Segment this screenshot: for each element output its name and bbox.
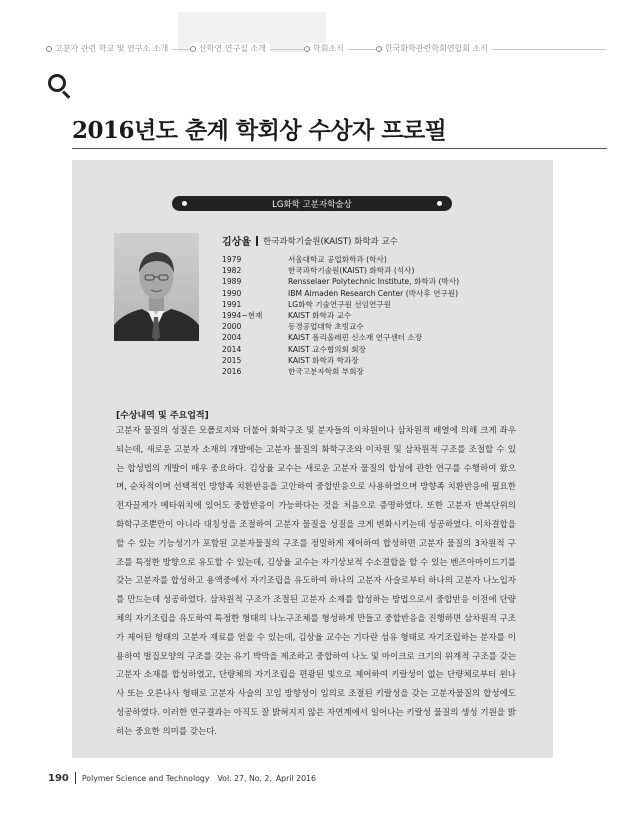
profile-card [72,160,553,758]
career-desc: 서울대학교 공업화학과 (학사) [288,255,387,264]
career-item [222,366,542,377]
page-title: 2016년도 춘계 학회상 수상자 프로필 [72,117,447,144]
career-year: 1979 [222,255,242,264]
award-banner [172,196,452,211]
career-desc: 한국고분자학회 부회장 [288,367,364,377]
career-list [222,254,542,377]
career-item [222,332,542,343]
nav-item-society-news[interactable] [304,43,348,54]
page-footer [48,772,320,784]
nav-bullet-icon [46,46,52,52]
career-item [222,276,542,287]
magnifier-icon [48,74,66,92]
career-year: 1990 [222,288,242,298]
issue-date: April 2016 [275,773,316,783]
career-item [222,254,542,265]
nav-bullet-icon [376,46,382,52]
career-year: 1989 [222,277,242,287]
career-desc: KAIST 화학과 교수 [288,311,352,321]
career-item [222,321,542,332]
nav-item-label: 고분자 관련 학교 및 연구소 소개 [55,44,169,53]
nav-bullet-icon [304,46,310,52]
career-desc: Rensselaer Polytechnic Institute, 화학과 (박사) [288,277,460,287]
career-desc: 한국과학기술원(KAIST) 화학과 (석사) [288,266,415,276]
career-desc: KAIST 교수협의회 회장 [288,344,366,354]
career-year: 1991 [222,299,242,309]
page-number: 190 [48,772,69,784]
career-item [222,355,542,366]
recipient-header [222,233,542,248]
career-item [222,299,542,310]
bullet-icon [437,201,442,206]
career-year: 2004 [222,333,242,343]
career-item [222,310,542,321]
achievements-body: 고분자 물질의 성질은 모폴로지와 더불어 화학구조 및 분자들의 이차원이나 삼차원적 배열에 의해 크게 좌우되는데, 새로운 고분자 소재의 개발에는 고분자 물질의 화학구조와 이차원 및 삼차원적 구조를 조절할 수 있는 합성법의 개발이 매우 중요하다. 김상율 교수는 새로운 고분자 물질의 합성에 관한 연구를 수행하여 왔으며, 순차적이며 선택적인 방향족 치환반응을 고안하여 중합반응으로 사용하였으며 방향족 치환반응에 필요한 전자끌게가 메타위치에 있어도 중합반응이 가능하다는 것을 처음으로 증명하였다. 또한 고분자 반복단위의 화학구조뿐만이 아니라 대칭성을 조절하여 고분자 물질을 성질을 크게 변화시키는데 성공하였다. 이차결합을 할 수 있는 기능성기가 포함된 고분자물질의 구조를 정밀하게 제어하여 합성하면 고분자 물질의 3차원적 구조를 특정한 방향으로 유도할 수 있는데, 김상율 교수는 자기상보적 수소결합을 할 수 있는 벤즈아마이드기를 갖는 고분자를 합성하고 용액중에서 자기조립을 유도하여 하나의 고분자 사슬로부터 하나의 고분자 나노입자를 만드는데 성공하였다. 삼차원적 구조가 조절된 고분자 소재를 합성하는 방법으로서 중합반응 이전에 단량체의 자기조립을 유도하여 특정한 형태의 나노구조체를 형성하게 만들고 중합반응을 진행하면 삼차원적 구조가 제어된 형태의 고분자 재료를 얻을 수 있는데, 김상율 교수는 기다란 섬유 형태로 자기조립하는 분자를 이용하여 벌집모양의 구조를 갖는 유기 박막을 제조하고 중합하여 나노 및 마이크로 크기의 위계적 구조를 갖는 고분자 소재를 합성하였고, 단량체의 자기조립을 편광된 빛으로 제어하여 키랄성이 없는 단량체로부터 왼나사 또는 오른나사 형태로 고분자 사슬의 꼬임 방향성이 임의로 조절된 키랄성을 갖는 고분자물질의 합성에도 성공하였다. 이러한 연구결과는 아직도 잘 밝혀지지 않은 자연계에서 일어나는 키랄성 물질의 생성 기원을 밝히는 중요한 의미를 갖는다. [116,426,516,737]
recipient-name: 김상율 [222,237,251,248]
top-navigation [46,40,606,58]
bullet-icon [182,201,187,206]
career-year: 2014 [222,344,242,354]
career-year: 2015 [222,355,242,365]
title-divider [72,148,607,149]
career-desc: 동경공업대학 초빙교수 [288,322,364,332]
recipient-affiliation: 한국과학기술원(KAIST) 화학과 교수 [262,236,398,247]
career-desc: LG화학 기술연구원 선임연구원 [288,299,391,309]
career-year: 2016 [222,367,242,377]
achievements-heading: [ 수상내역 및 주요업적 ] [116,408,209,421]
recipient-photo [114,233,199,341]
footer-separator [75,772,76,784]
nav-item-label: 학회소식 [313,44,344,53]
career-desc: KAIST 화학과 학과장 [288,355,359,365]
nav-item-label: 산학연 연구실 소개 [199,44,266,53]
career-year: 1982 [222,266,242,276]
career-item [222,288,542,299]
nav-item-schools[interactable] [46,43,172,54]
nav-item-federation-news[interactable] [376,43,492,54]
recipient-info [222,233,542,377]
journal-name: Polymer Science and Technology [81,773,210,783]
nav-item-labs[interactable] [190,43,270,54]
name-separator [256,236,258,246]
journal-volume: Vol. 27, No. 2, [217,773,272,783]
nav-bullet-icon [190,46,196,52]
award-name: LG화학 고분자학술상 [272,199,352,210]
career-year: 1994~현재 [222,311,263,321]
career-desc: IBM Almaden Research Center (박사후 연구원) [288,288,459,298]
career-item [222,344,542,355]
career-year: 2000 [222,322,242,332]
career-item [222,265,542,276]
career-desc: KAIST 폴리올레핀 신소재 연구센터 소장 [288,333,423,343]
nav-item-label: 한국화학관련학회연합회 소식 [385,44,489,53]
